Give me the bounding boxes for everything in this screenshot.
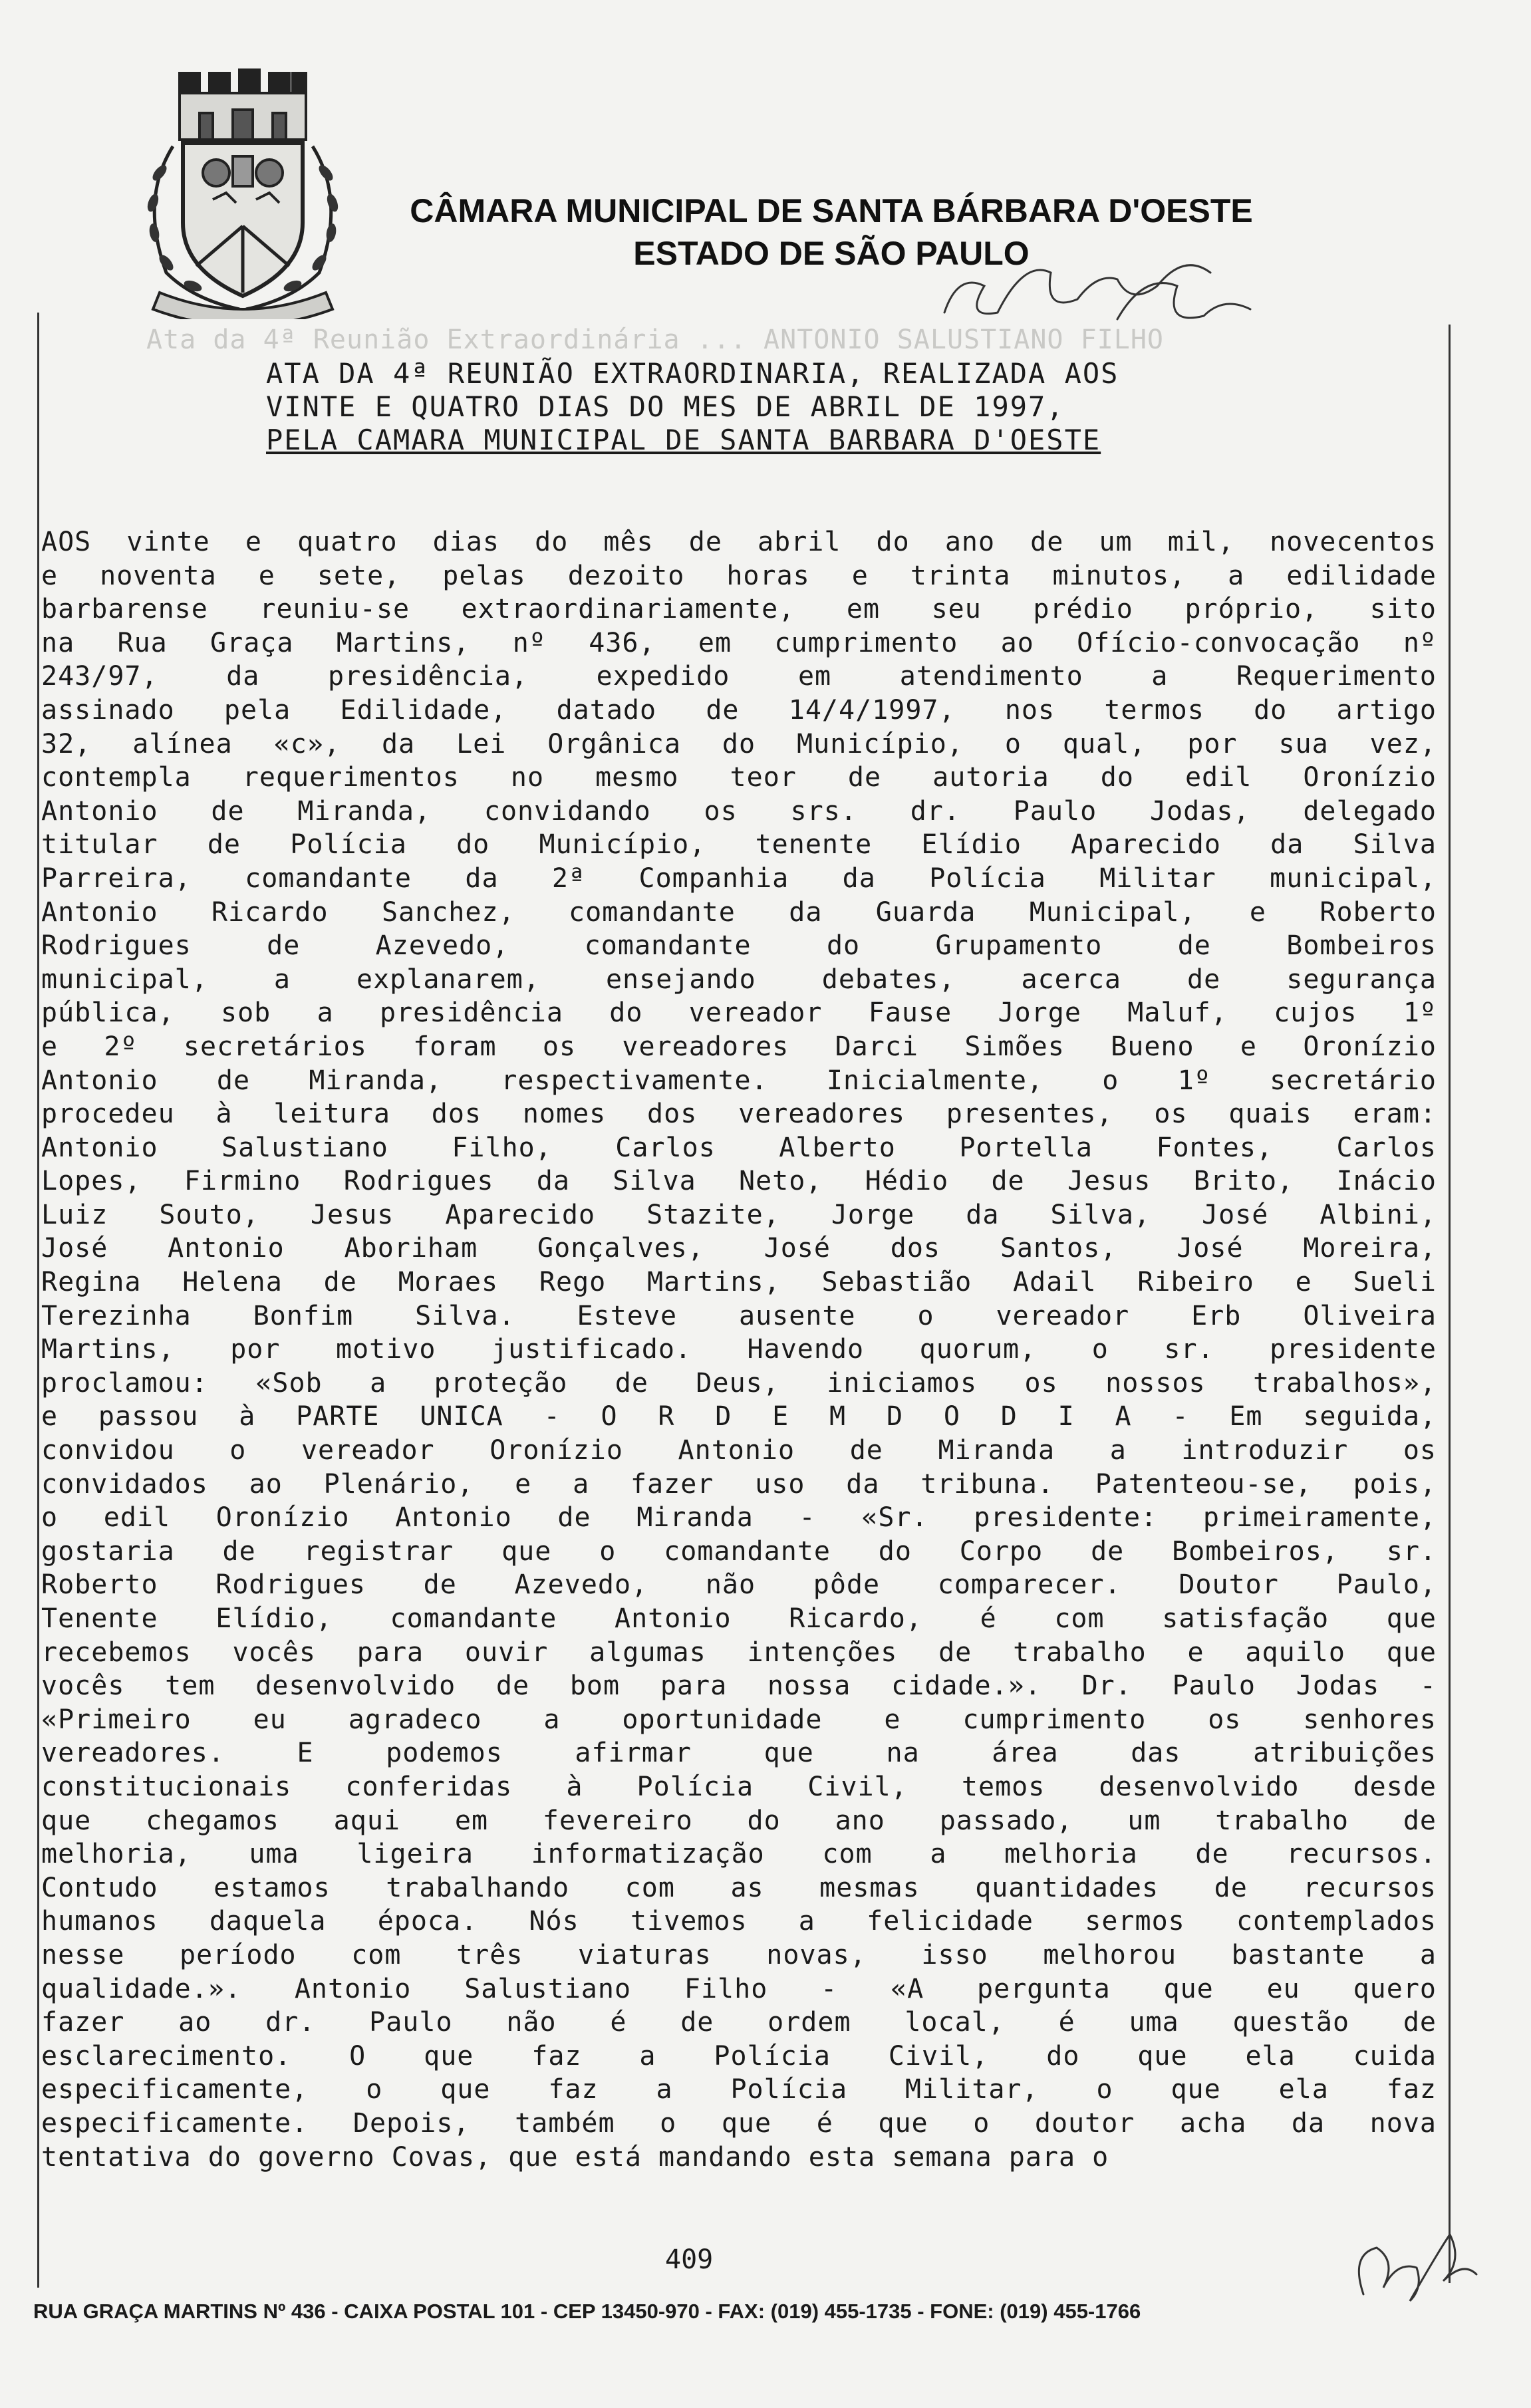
body-line: Terezinha Bonfim Silva. Esteve ausente o vereador Erb Oliveira [41, 1300, 1437, 1331]
body-line: recebemos vocês para ouvir algumas intenções de trabalho e aquilo que [41, 1637, 1437, 1668]
body-line: pública, sob a presidência do vereador Fause Jorge Maluf, cujos 1º [41, 998, 1437, 1029]
body-line: constitucionais conferidas à Polícia Civil, temos desenvolvido desde [41, 1771, 1437, 1802]
minutes-body [41, 525, 1437, 2174]
body-line: AOS vinte e quatro dias do mês de abril do ano de um mil, novecentos [41, 527, 1437, 557]
body-line: Parreira, comandante da 2ª Companhia da Polícia Militar municipal, [41, 863, 1437, 894]
body-line: o edil Oronízio Antonio de Miranda - «Sr. presidente: primeiramente, [41, 1502, 1437, 1534]
body-line: Contudo estamos trabalhando com as mesmas quantidades de recursos [41, 1872, 1437, 1903]
body-line: Antonio de Miranda, respectivamente. Inicialmente, o 1º secretário [41, 1065, 1437, 1096]
body-line: humanos daquela época. Nós tivemos a felicidade sermos contemplados [41, 1906, 1437, 1937]
body-line: Antonio de Miranda, convidando os srs. dr. Paulo Jodas, delegado [41, 795, 1437, 827]
initials-bottom-right [1359, 2234, 1476, 2301]
body-line: 243/97, da presidência, expedido em atendimento a Requerimento [41, 661, 1437, 692]
body-line: Martins, por motivo justificado. Havendo quorum, o sr. presidente [41, 1334, 1437, 1365]
body-line: José Antonio Aboriham Gonçalves, José dos Santos, José Moreira, [41, 1233, 1437, 1264]
body-line: Antonio Ricardo Sanchez, comandante da Guarda Municipal, e Roberto [41, 896, 1437, 928]
body-line: que chegamos aqui em fevereiro do ano passado, um trabalho de [41, 1805, 1437, 1836]
body-line: Roberto Rodrigues de Azevedo, não pôde comparecer. Doutor Paulo, [41, 1569, 1437, 1601]
body-line: contempla requerimentos no mesmo teor de autoria do edil Oronízio [41, 762, 1437, 793]
body-line: Lopes, Firmino Rodrigues da Silva Neto, Hédio de Jesus Brito, Inácio [41, 1166, 1437, 1197]
body-line: barbarense reuniu-se extraordinariamente, em seu prédio próprio, sito [41, 594, 1437, 625]
body-line: especificamente, o que faz a Polícia Militar, o que ela faz [41, 2074, 1437, 2105]
body-line: vocês tem desenvolvido de bom para nossa cidade.». Dr. Paulo Jodas - [41, 1671, 1437, 1702]
body-line: Antonio Salustiano Filho, Carlos Alberto Portella Fontes, Carlos [41, 1132, 1437, 1163]
body-line: melhoria, uma ligeira informatização com a melhoria de recursos. [41, 1839, 1437, 1870]
body-line: esclarecimento. O que faz a Polícia Civil, do que ela cuida [41, 2040, 1437, 2072]
body-line: qualidade.». Antonio Salustiano Filho - «A pergunta que eu quero [41, 1973, 1437, 2004]
body-line: e noventa e sete, pelas dezoito horas e trinta minutos, a edilidade [41, 560, 1437, 591]
signature-top-2 [1117, 283, 1250, 319]
body-line: vereadores. E podemos afirmar que na área das atribuições [41, 1738, 1437, 1769]
right-margin-rule [1449, 325, 1451, 2283]
state-name: ESTADO DE SÃO PAULO [633, 235, 1030, 272]
body-line: na Rua Graça Martins, nº 436, em cumprimento ao Ofício-convocação nº [41, 627, 1437, 658]
left-margin-rule [37, 313, 39, 2288]
body-line: tentativa do governo Covas, que está mandando esta semana para o [41, 2141, 1109, 2173]
minutes-title-line-3: PELA CAMARA MUNICIPAL DE SANTA BARBARA D'OESTE [266, 424, 1101, 456]
minutes-title-line-2: VINTE E QUATRO DIAS DO MES DE ABRIL DE 1997, [266, 390, 1065, 423]
body-line: Rodrigues de Azevedo, comandante do Grupamento de Bombeiros [41, 930, 1437, 962]
body-line: proclamou: «Sob a proteção de Deus, iniciamos os nossos trabalhos», [41, 1367, 1437, 1399]
minutes-title-line-1: ATA DA 4ª REUNIÃO EXTRAORDINARIA, REALIZADA AOS [266, 357, 1119, 390]
footer-address: RUA GRAÇA MARTINS Nº 436 - CAIXA POSTAL 101 - CEP 13450-970 - FAX: (019) 455-1735 - FONE: (019) 455-1766 [33, 2300, 1141, 2323]
body-line: e 2º secretários foram os vereadores Darci Simões Bueno e Oronízio [41, 1031, 1437, 1062]
institution-name: CÂMARA MUNICIPAL DE SANTA BÁRBARA D'OESTE [410, 192, 1253, 229]
body-line: Tenente Elídio, comandante Antonio Ricardo, é com satisfação que [41, 1603, 1437, 1634]
body-line: procedeu à leitura dos nomes dos vereadores presentes, os quais eram: [41, 1099, 1437, 1130]
body-line: gostaria de registrar que o comandante do Corpo de Bombeiros, sr. [41, 1536, 1437, 1567]
body-line: especificamente. Depois, também o que é que o doutor acha da nova [41, 2107, 1437, 2139]
body-line: Luiz Souto, Jesus Aparecido Stazite, Jorge da Silva, José Albini, [41, 1199, 1437, 1230]
body-line: nesse período com três viaturas novas, isso melhorou bastante a [41, 1939, 1437, 1970]
body-line: convidou o vereador Oronízio Antonio de Miranda a introduzir os [41, 1435, 1437, 1466]
body-line: fazer ao dr. Paulo não é de ordem local, é uma questão de [41, 2007, 1437, 2038]
body-line: 32, alínea «c», da Lei Orgânica do Município, o qual, por sua vez, [41, 728, 1437, 759]
page-number: 409 [665, 2244, 714, 2275]
body-line: titular de Polícia do Município, tenente Elídio Aparecido da Silva [41, 829, 1437, 861]
body-line: assinado pela Edilidade, datado de 14/4/1997, nos termos do artigo [41, 694, 1437, 726]
body-line: convidados ao Plenário, e a fazer uso da tribuna. Patenteou-se, pois, [41, 1468, 1437, 1500]
body-line-order-of-day: e passou à PARTE UNICA - O R D E M D O D I A - Em seguida, [41, 1401, 1437, 1432]
bleed-through-text: Ata da 4ª Reunião Extraordinária ... ANTONIO SALUSTIANO FILHO [146, 325, 1165, 355]
coat-of-arms-icon [133, 67, 352, 319]
body-line: Regina Helena de Moraes Rego Martins, Sebastião Adail Ribeiro e Sueli [41, 1267, 1437, 1298]
body-line: «Primeiro eu agradeco a oportunidade e cumprimento os senhores [41, 1704, 1437, 1735]
body-line: municipal, a explanarem, ensejando debates, acerca de segurança [41, 964, 1437, 995]
